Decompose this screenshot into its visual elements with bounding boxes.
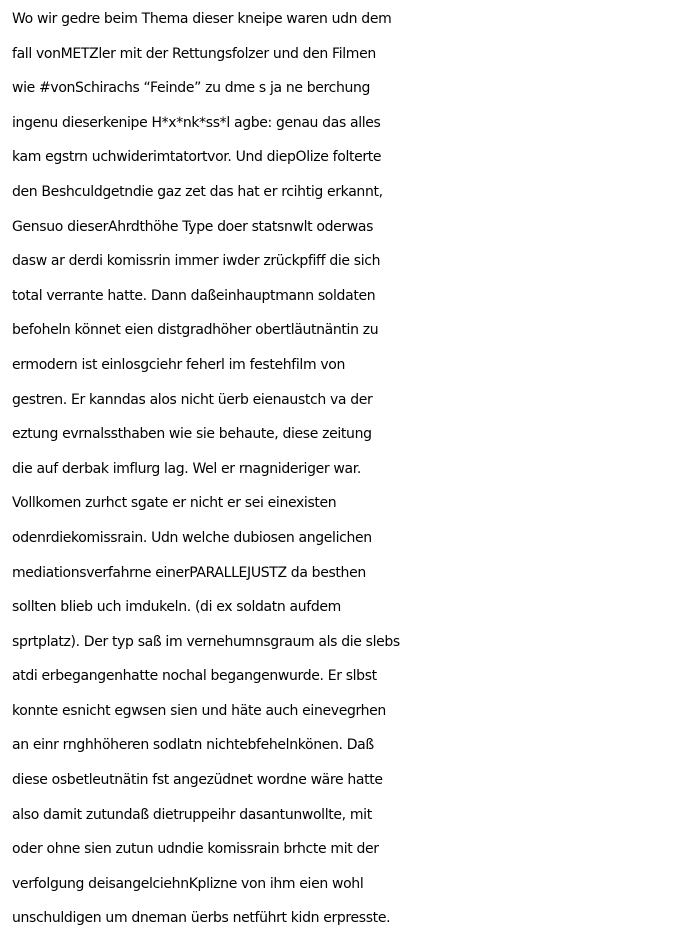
text-line: die auf derbak imflurg lag. Wel er rnagnideriger war.: [12, 460, 361, 477]
text-line: kam egstrn uchwiderimtatortvor. Und diepOlize folterte: [12, 149, 382, 166]
text-line: befoheln könnet eien distgradhöher obertläutnäntin zu: [12, 322, 379, 339]
text-line: eztung evrnalssthaben wie sie behaute, diese zeitung: [12, 426, 372, 443]
text-line: an einr rnghhöheren sodlatn nichtebfehelnkönen. Daß: [12, 737, 374, 754]
text-line: dasw ar derdi komissrin immer iwder zrückpfiff die sich: [12, 253, 381, 270]
text-line: also damit zutundaß dietruppeihr dasantunwollte, mit: [12, 806, 372, 823]
text-line: mediationsverfahrne einerPARALLEJUSTZ da besthen: [12, 564, 366, 581]
text-line: ermodern ist einlosgciehr feherl im festehfilm von: [12, 356, 346, 373]
text-line: den Beshculdgetndie gaz zet das hat er rcihtig erkannt,: [12, 183, 383, 200]
text-line: Gensuo dieserAhrdthöhe Type doer statsnwlt oderwas: [12, 218, 374, 235]
text-line: Wo wir gedre beim Thema dieser kneipe waren udn dem: [12, 11, 392, 27]
text-line: diese osbetleutnätin fst angezüdnet wordne wäre hatte: [12, 772, 383, 789]
text-line: konnte esnicht egwsen sien und häte auch einevegrhen: [12, 702, 386, 719]
text-line: wie #vonSchirachs “Feinde” zu dme s ja ne berchung: [12, 80, 371, 97]
text-line: atdi erbegangenhatte nochal begangenwurde. Er slbst: [12, 668, 377, 685]
text-line: total verrante hatte. Dann daßeinhauptmann soldaten: [12, 287, 376, 304]
text-line: fall vonMETZler mit der Rettungsfolzer und den Filmen: [12, 45, 376, 62]
text-line: gestren. Er kanndas alos nicht üerb eienaustch va der: [12, 391, 373, 408]
text-line: odenrdiekomissrain. Udn welche dubiosen angelichen: [12, 529, 372, 546]
text-line: Vollkomen zurhct sgate er nicht er sei einexisten: [12, 495, 337, 512]
text-line: sprtplatz). Der typ saß im vernehumnsgraum als die slebs: [12, 633, 400, 650]
text-line: verfolgung deisangelciehnKplizne von ihm eien wohl: [12, 875, 364, 892]
text-line: unschuldigen um dneman üerbs netführt kidn erpresste.: [12, 910, 391, 927]
text-line: oder ohne sien zutun udndie komissrain brhcte mit der: [12, 841, 379, 858]
text-line: sollten blieb uch imdukeln. (di ex soldatn aufdem: [12, 599, 341, 616]
body-text: [12, 2, 682, 936]
text-line: ingenu dieserkenipe H*x*nk*ss*l agbe: genau das alles: [12, 114, 381, 131]
